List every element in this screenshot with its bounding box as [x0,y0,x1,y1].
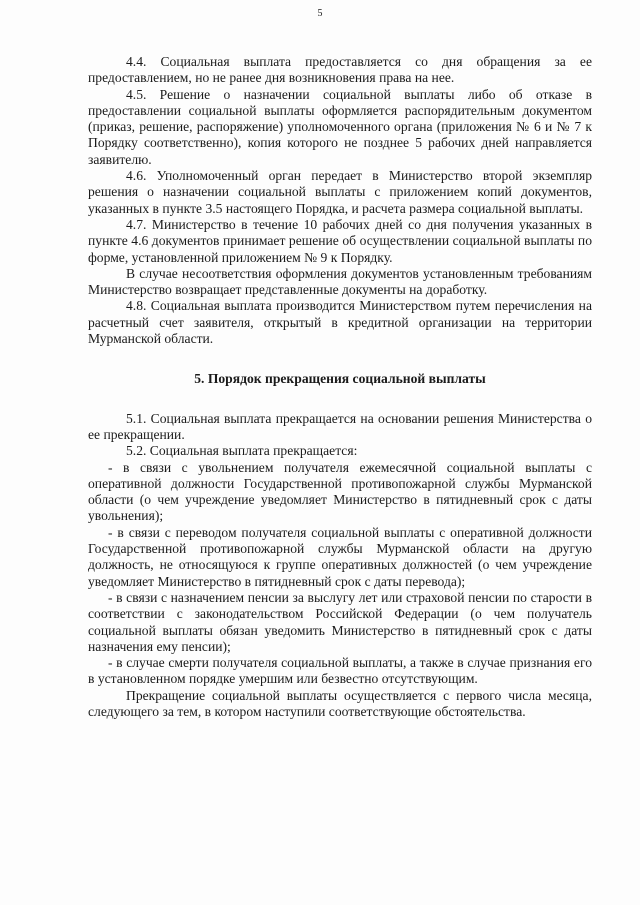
list-item-transfer: - в связи с переводом получателя социальной выплаты с оперативной должности Государственной противопожарной службы Мурманской области на другую должность, не относящуюся к группе оперативных должностей (о чем учреждение уведомляет Министерство в пятидневный срок с даты перевода); [88,524,592,589]
paragraph-4-5: 4.5. Решение о назначении социальной выплаты либо об отказе в предоставлении социальной выплаты оформляется распорядительным документом (приказ, решение, распоряжение) уполномоченного органа (приложения № 6 и № 7 к Порядку соответственно), копия которого не позднее 5 рабочих дней направляется заявителю. [88,86,592,167]
list-item-death: - в случае смерти получателя социальной выплаты, а также в случае признания его в установленном порядке умершим или безвестно отсутствующим. [88,655,592,687]
paragraph-5-2: 5.2. Социальная выплата прекращается: [126,443,358,459]
paragraph-4-6: 4.6. Уполномоченный орган передает в Министерство второй экземпляр решения о назначении социальной выплаты с приложением копий документов, указанных в пункте 3.5 настоящего Порядка, и расчета размера социальной выплаты. [88,168,592,216]
document-body [88,54,592,720]
paragraph-4-7: 4.7. Министерство в течение 10 рабочих дней со дня получения указанных в пункте 4.6 документов принимает решение об осуществлении социальной выплаты по форме, установленной приложением № 9 к Порядку. [88,216,592,265]
page-number: 5 [317,8,323,19]
paragraph-5-1: 5.1. Социальная выплата прекращается на основании решения Министерства о ее прекращении. [88,410,592,442]
closing-paragraph: Прекращение социальной выплаты осуществляется с первого числа месяца, следующего за тем, в котором наступили соответствующие обстоятельства. [88,687,592,719]
list-item-dismissal: - в связи с увольнением получателя ежемесячной социальной выплаты с оперативной должности Государственной противопожарной службы Мурманской области (о чем учреждение уведомляет Министерство в пятидневный срок с даты увольнения); [88,459,592,524]
paragraph-4-8: 4.8. Социальная выплата производится Министерством путем перечисления на расчетный счет заявителя, открытый в кредитной организации на территории Мурманской области. [88,298,592,347]
paragraph-4-4: 4.4. Социальная выплата предоставляется со дня обращения за ее предоставлением, но не ранее дня возникновения права на нее. [88,54,592,86]
paragraph-4-7-return: В случае несоответствия оформления документов установленным требованиям Министерство возвращает представленные документы на доработку. [88,265,592,298]
list-item-pension: - в связи с назначением пенсии за выслугу лет или страховой пенсии по старости в соответствии с законодательством Российской Федерации (о чем получатель социальной выплаты обязан уведомить Министерство в пятидневный срок с даты назначения ему пенсии); [88,589,592,654]
section-5-heading: 5. Порядок прекращения социальной выплаты [194,371,486,387]
